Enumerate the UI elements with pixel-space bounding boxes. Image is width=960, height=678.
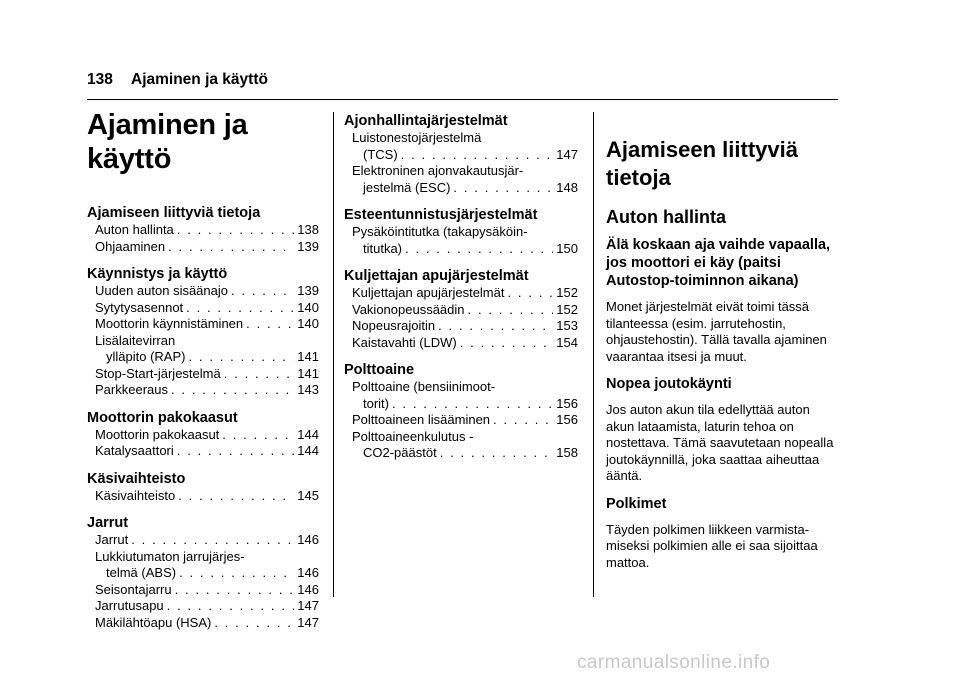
toc-entry[interactable] bbox=[87, 366, 319, 383]
toc-entry[interactable] bbox=[87, 598, 319, 615]
toc-entry-text: Polttoaine (bensiinimoot- bbox=[352, 379, 496, 394]
toc-page-number: 147 bbox=[556, 146, 578, 162]
toc-entry-text: Moottorin pakokaasut bbox=[95, 426, 220, 442]
toc-section bbox=[344, 206, 578, 257]
toc-page-number: 144 bbox=[297, 426, 319, 442]
toc-entry-text: Elektroninen ajonvakautusjär- bbox=[352, 163, 524, 178]
toc-heading: Jarrut bbox=[87, 515, 129, 531]
toc-page-number: 150 bbox=[556, 240, 578, 256]
toc-entry-text: Jarrutusapu bbox=[95, 598, 164, 613]
toc-entry-text: Vakionopeussäädin bbox=[352, 301, 465, 317]
toc-section bbox=[344, 361, 578, 462]
subsection-title: Auton hallinta bbox=[606, 207, 726, 227]
toc-entry-text-cont: titutka) bbox=[363, 240, 403, 256]
toc-page-number: 158 bbox=[556, 445, 578, 460]
toc-page-number: 140 bbox=[297, 299, 319, 315]
section-title: Ajamiseen liittyviä tietoja bbox=[606, 137, 798, 190]
toc-entry[interactable] bbox=[87, 283, 319, 300]
toc-section bbox=[87, 204, 319, 255]
toc-leader bbox=[401, 147, 554, 164]
toc-entry[interactable] bbox=[87, 300, 319, 317]
toc-entry-text-cont: telmä (ABS) bbox=[106, 565, 177, 580]
toc-entry-text: Stop-Start-järjestelmä bbox=[95, 365, 221, 381]
toc-entry-text: Moottorin käynnistäminen bbox=[95, 316, 244, 331]
toc-page-number: 141 bbox=[297, 349, 319, 364]
toc-leader bbox=[177, 222, 295, 239]
toc-leader bbox=[214, 615, 294, 632]
toc-page-number: 139 bbox=[297, 238, 319, 254]
toc-entry[interactable] bbox=[344, 318, 578, 335]
toc-leader bbox=[440, 445, 554, 462]
paragraph-pedals: Täyden polkimen liikkeen varmista-miseksi polkimien alle ei saa sijoittaa mattoa. bbox=[606, 521, 818, 570]
toc-page-number: 152 bbox=[556, 285, 578, 300]
toc-page-number: 152 bbox=[556, 301, 578, 317]
toc-entry-text: Lisälaitevirran bbox=[95, 332, 176, 348]
toc-leader bbox=[178, 488, 294, 505]
toc-column-1 bbox=[87, 108, 319, 641]
toc-entry-text: Katalysaattori bbox=[95, 443, 174, 458]
toc-entry[interactable] bbox=[344, 163, 578, 196]
toc-entry[interactable] bbox=[344, 130, 578, 163]
heading-pedals: Polkimet bbox=[606, 495, 667, 512]
toc-page-number: 147 bbox=[297, 598, 319, 613]
toc-leader bbox=[224, 366, 295, 383]
toc-entry[interactable] bbox=[87, 532, 319, 549]
toc-page-number: 156 bbox=[556, 412, 578, 427]
toc-leader bbox=[231, 283, 294, 300]
toc-entry[interactable] bbox=[344, 224, 578, 257]
toc-leader bbox=[246, 316, 294, 333]
toc-entry[interactable] bbox=[87, 239, 319, 256]
toc-leader bbox=[453, 180, 553, 197]
toc-page-number: 154 bbox=[556, 334, 578, 350]
toc-entry[interactable] bbox=[87, 316, 319, 333]
toc-section bbox=[87, 409, 319, 460]
toc-entry-text: Lukkiutumaton jarrujärjes- bbox=[95, 548, 245, 564]
toc-entry-text: Jarrut bbox=[95, 532, 129, 547]
toc-leader bbox=[468, 302, 554, 319]
toc-leader bbox=[438, 318, 553, 335]
toc-section bbox=[344, 267, 578, 351]
toc-leader bbox=[186, 300, 294, 317]
paragraph-fast-idle: Jos auton akun tila edellyttää auton akun lataamista, laturin tehoa on nostettava. Tämä saavutetaan nopealla joutokäynnillä, joka saattaa aiheuttaa ääntä. bbox=[606, 402, 834, 483]
watermark: carmanualsonline.info bbox=[577, 652, 771, 673]
toc-entry-text: Pysäköintitutka (takapysäköin- bbox=[352, 224, 528, 239]
toc-page-number: 153 bbox=[556, 318, 578, 333]
toc-page-number: 145 bbox=[297, 487, 319, 503]
toc-entry[interactable] bbox=[344, 285, 578, 302]
toc-entry-text: Luistonestojärjestelmä bbox=[352, 130, 482, 145]
toc-column-2 bbox=[344, 112, 578, 472]
toc-page-number: 156 bbox=[556, 395, 578, 411]
column-divider-2 bbox=[593, 112, 594, 597]
toc-entry-text: Polttoaineenkulutus - bbox=[352, 428, 474, 444]
toc-leader bbox=[188, 349, 294, 366]
toc-entry[interactable] bbox=[344, 335, 578, 352]
toc-section bbox=[344, 112, 578, 196]
toc-entry[interactable] bbox=[344, 412, 578, 429]
toc-page-number: 146 bbox=[297, 581, 319, 597]
toc-section bbox=[87, 470, 319, 505]
toc-leader bbox=[460, 335, 554, 352]
toc-entry[interactable] bbox=[344, 429, 578, 462]
header-rule bbox=[87, 99, 838, 100]
toc-page-number: 148 bbox=[556, 179, 578, 195]
toc-entry-text: Mäkilähtöapu (HSA) bbox=[95, 614, 212, 630]
toc-entry[interactable] bbox=[344, 379, 578, 412]
toc-heading: Ajonhallintajärjestelmät bbox=[344, 113, 508, 129]
page-number: 138 bbox=[87, 71, 113, 88]
toc-page-number: 139 bbox=[297, 283, 319, 298]
toc-page-number: 146 bbox=[297, 565, 319, 580]
toc-entry-text-cont: CO2-päästöt bbox=[363, 445, 437, 460]
toc-leader bbox=[131, 532, 294, 549]
toc-entry-text: Auton hallinta bbox=[95, 222, 174, 237]
toc-leader bbox=[507, 285, 553, 302]
toc-leader bbox=[168, 239, 294, 256]
toc-entry[interactable] bbox=[87, 443, 319, 460]
toc-entry-text-cont: torit) bbox=[363, 395, 389, 411]
running-title: Ajaminen ja käyttö bbox=[131, 71, 268, 88]
toc-leader bbox=[179, 565, 294, 582]
toc-leader bbox=[493, 412, 553, 429]
toc-entry-text: Uuden auton sisäänajo bbox=[95, 283, 228, 298]
toc-heading: Polttoaine bbox=[344, 362, 415, 378]
toc-page-number: 146 bbox=[297, 532, 319, 547]
page-header bbox=[87, 70, 837, 90]
toc-heading: Kuljettajan apujärjestelmät bbox=[344, 268, 529, 284]
toc-heading: Käsivaihteisto bbox=[87, 470, 186, 487]
heading-fast-idle: Nopea joutokäynti bbox=[606, 376, 732, 392]
paragraph-neutral-warning: Monet järjestelmät eivät toimi tässä tilanteessa (esim. jarrutehostin, ohjaustehostin). Tällä tavalla ajaminen vaarantaa itsesi ja muut. bbox=[606, 299, 827, 364]
toc-page-number: 138 bbox=[297, 222, 319, 237]
toc-page-number: 140 bbox=[297, 316, 319, 331]
toc-entry-text-cont: jestelmä (ESC) bbox=[363, 179, 451, 195]
toc-leader bbox=[405, 241, 553, 258]
heading-neutral-warning: Älä koskaan aja vaihde vapaalla, jos moottori ei käy (paitsi Autostop-toiminnon aikana) bbox=[606, 237, 831, 289]
toc-entry-text: Nopeusrajoitin bbox=[352, 318, 436, 333]
chapter-title: Ajaminen ja käyttö bbox=[87, 109, 248, 175]
toc-page-number: 147 bbox=[297, 614, 319, 630]
toc-leader bbox=[392, 396, 553, 413]
toc-entry[interactable] bbox=[87, 488, 319, 505]
toc-section bbox=[87, 514, 319, 631]
toc-heading: Ajamiseen liittyviä tietoja bbox=[87, 205, 261, 221]
toc-leader bbox=[175, 582, 295, 599]
toc-leader bbox=[171, 382, 294, 399]
toc-entry[interactable] bbox=[87, 615, 319, 632]
toc-entry-text: Kaistavahti (LDW) bbox=[352, 334, 457, 350]
toc-entry-text: Käsivaihteisto bbox=[95, 487, 176, 503]
toc-entry-text: Polttoaineen lisääminen bbox=[352, 412, 491, 427]
toc-page-number: 141 bbox=[297, 365, 319, 381]
toc-heading: Esteentunnistusjärjestelmät bbox=[344, 207, 538, 223]
toc-leader bbox=[177, 443, 295, 460]
toc-entry[interactable] bbox=[87, 582, 319, 599]
toc-entry-text-cont: (TCS) bbox=[363, 146, 398, 162]
toc-page-number: 144 bbox=[297, 443, 319, 458]
toc-heading: Käynnistys ja käyttö bbox=[87, 266, 228, 282]
toc-entry[interactable] bbox=[87, 333, 319, 366]
toc-entry-text: Parkkeeraus bbox=[95, 382, 168, 397]
toc-entry[interactable] bbox=[87, 427, 319, 444]
toc-entry-text: Ohjaaminen bbox=[95, 238, 166, 254]
column-divider-1 bbox=[333, 112, 334, 597]
toc-leader bbox=[222, 427, 294, 444]
toc-heading: Moottorin pakokaasut bbox=[87, 409, 238, 426]
toc-leader bbox=[167, 598, 295, 615]
body-column bbox=[606, 108, 840, 581]
toc-entry[interactable] bbox=[344, 302, 578, 319]
toc-entry-text: Sytytysasennot bbox=[95, 299, 184, 315]
toc-entry-text: Seisontajarru bbox=[95, 581, 172, 597]
toc-entry[interactable] bbox=[87, 549, 319, 582]
toc-section bbox=[87, 265, 319, 399]
toc-entry-text-cont: ylläpito (RAP) bbox=[106, 349, 186, 364]
toc-entry[interactable] bbox=[87, 222, 319, 239]
toc-entry-text: Kuljettajan apujärjestelmät bbox=[352, 285, 505, 300]
toc-entry[interactable] bbox=[87, 382, 319, 399]
toc-page-number: 143 bbox=[297, 382, 319, 397]
